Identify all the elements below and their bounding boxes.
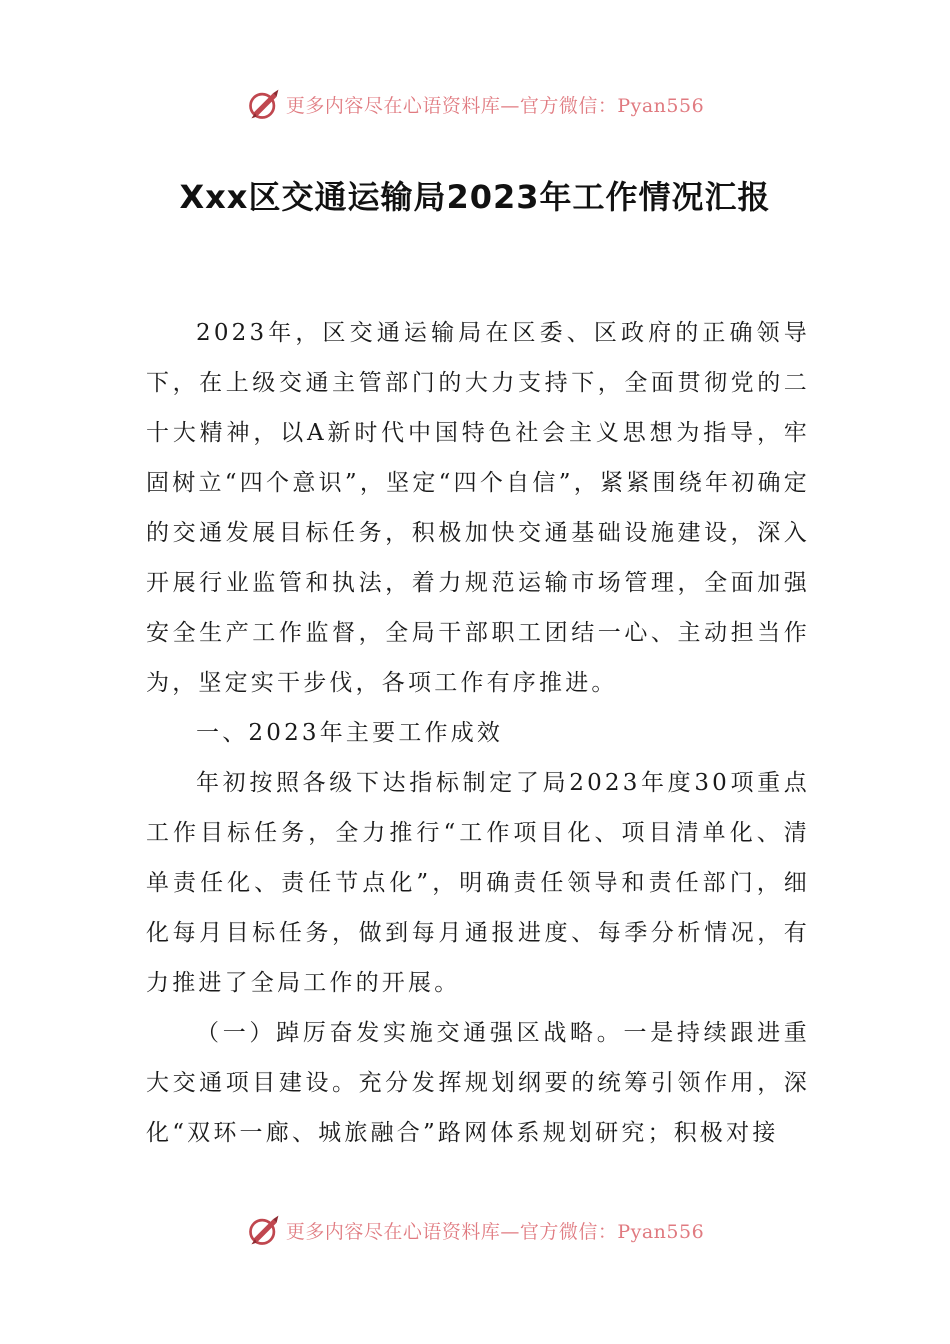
paragraph-subsection-1: （一）踔厉奋发实施交通强区战略。一是持续跟进重大交通项目建设。充分发挥规划纲要的统筹引领作用，深化“双环一廊、城旅融合”路网体系规划研究；积极对接 [146,1020,810,1146]
paragraph-intro: 2023年，区交通运输局在区委、区政府的正确领导下，在上级交通主管部门的大力支持下，全面贯彻党的二十大精神，以A新时代中国特色社会主义思想为指导，牢固树立“四个意识”，坚定“四个自信”，紧紧围绕年初确定的交通发展目标任务，积极加快交通基础设施建设，深入开展行业监管和执法，着力规范运输市场管理，全面加强安全生产工作监督，全局干部职工团结一心、主动担当作为，坚定实干步伐，各项工作有序推进。 [146,320,810,696]
pen-logo-icon [246,86,282,122]
document-title: Xxx区交通运输局2023年工作情况汇报 [179,178,771,216]
watermark-text: 更多内容尽在心语资料库—官方微信：Pyan556 [285,1220,705,1243]
watermark-text: 更多内容尽在心语资料库—官方微信：Pyan556 [285,94,705,117]
pen-logo-icon [246,1212,282,1248]
watermark-footer [0,1210,950,1250]
section-heading: 一、2023年主要工作成效 [196,720,504,746]
document-body [146,308,810,1158]
paragraph-targets: 年初按照各级下达指标制定了局2023年度30项重点工作目标任务，全力推行“工作项目化、项目清单化、清单责任化、责任节点化”，明确责任领导和责任部门，细化每月目标任务，做到每月通报进度、每季分析情况，有力推进了全局工作的开展。 [146,770,810,996]
watermark-header [0,84,950,124]
